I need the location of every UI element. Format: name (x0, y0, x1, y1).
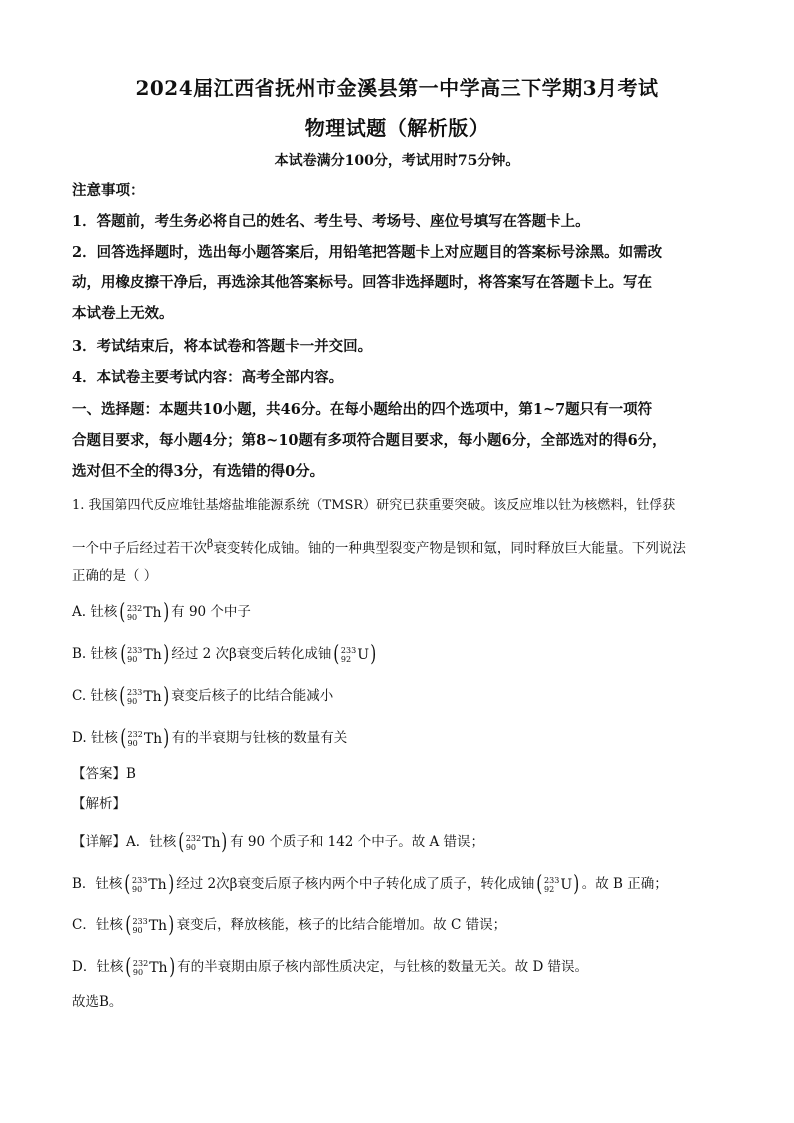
atomic-number: 92 (544, 884, 555, 894)
mass-number: 232 (126, 603, 143, 613)
nuclide-thorium: ( 233 90 Th ) (119, 641, 170, 667)
section-line: 合题目要求，每小题4分；第8~10题有多项符合题目要求，每小题6分，全部选对的得6分， (72, 432, 667, 449)
atomic-number: 92 (340, 654, 352, 664)
detail-text: 有 90 个质子和 142 个中子。故 A 错误； (230, 834, 485, 850)
detail-line (72, 953, 722, 982)
mass-number: 233 (544, 875, 560, 885)
element-symbol: U (560, 876, 573, 893)
mass-number: 233 (132, 875, 148, 885)
option-text: 经过 2 次β衰变后转化成铀 (171, 646, 332, 662)
option-prefix: C. 钍核 (72, 688, 118, 704)
section-line: 一、选择题：本题共10小题，共46分。在每小题给出的四个选项中，第1~7题只有一项符 (72, 401, 653, 418)
nuclide-thorium: ( 232 90 Th ) (125, 954, 175, 980)
atomic-number: 90 (127, 738, 138, 748)
detail-prefix: B．钍核 (72, 876, 123, 892)
mass-number: 233 (132, 916, 148, 926)
atomic-number: 90 (185, 842, 197, 852)
notice-line: 1．答题前，考生务必将自己的姓名、考生号、考场号、座位号填写在答题卡上。 (72, 213, 590, 230)
nuclide-thorium: ( 233 90 Th ) (125, 912, 175, 938)
detail-line (72, 870, 722, 899)
notice-line: 2．回答选择题时，选出每小题答案后，用铅笔把答题卡上对应题目的答案标号涂黑。如需改 (72, 244, 663, 261)
element-symbol: Th (143, 646, 162, 663)
detail-line (72, 828, 722, 857)
option-text: 衰变后核子的比结合能减小 (171, 688, 334, 704)
notice-line: 本试卷上无效。 (72, 305, 174, 322)
element-symbol: Th (143, 688, 162, 705)
detail-text: 。故 B 正确； (581, 876, 668, 892)
beta-symbol: β (207, 537, 214, 550)
mass-number: 232 (185, 833, 202, 843)
option-c (72, 682, 722, 711)
detail-prefix: C．钍核 (72, 917, 123, 933)
detail-text: 有的半衰期由原子核内部性质决定，与钍核的数量无关。故 D 错误。 (177, 959, 589, 975)
mass-number: 233 (127, 687, 143, 697)
element-symbol: Th (148, 917, 168, 934)
nuclide-uranium: ( 233 92 U ) (333, 641, 377, 667)
detail-line (72, 911, 722, 940)
answer-label: 【答案】B (72, 766, 136, 782)
detail-text: 经过 2次β衰变后原子核内两个中子转化成了质子，转化成铀 (176, 876, 535, 892)
mass-number: 233 (340, 645, 357, 655)
notice-line: 4．本试卷主要考试内容：高考全部内容。 (72, 369, 344, 386)
option-text: 有 90 个中子 (171, 604, 251, 620)
element-symbol: U (357, 646, 370, 663)
question-line: 正确的是（ ） (72, 568, 158, 584)
mass-number: 232 (132, 958, 149, 968)
element-symbol: Th (149, 959, 168, 976)
atomic-number: 90 (132, 925, 143, 935)
question-line (72, 530, 722, 563)
element-symbol: Th (148, 876, 167, 893)
element-symbol: Th (143, 604, 162, 621)
element-symbol: Th (202, 834, 221, 851)
option-d (72, 724, 722, 753)
mass-number: 232 (127, 729, 143, 739)
atomic-number: 90 (127, 654, 138, 664)
question-text: 一个中子后经过若干次 (72, 540, 207, 557)
atomic-number: 90 (126, 612, 138, 622)
detail-prefix: 【详解】A．钍核 (72, 834, 177, 850)
mass-number: 233 (127, 645, 143, 655)
notice-heading: 注意事项： (72, 182, 145, 199)
analysis-label: 【解析】 (72, 796, 126, 812)
nuclide-thorium: ( 232 90 Th ) (120, 725, 170, 751)
section-line: 选对但不全的得3分，有选错的得0分。 (72, 463, 325, 480)
conclusion-line: 故选B。 (72, 994, 123, 1010)
nuclide-thorium: ( 232 90 Th ) (119, 599, 169, 625)
notice-line: 动，用橡皮擦干净后，再选涂其他答案标号。回答非选择题时，将答案写在答题卡上。写在 (72, 274, 652, 291)
doc-title: 2024届江西省抚州市金溪县第一中学高三下学期3月考试 (135, 76, 659, 100)
option-a (72, 598, 722, 627)
nuclide-thorium: ( 233 90 Th ) (124, 871, 174, 897)
detail-prefix: D．钍核 (72, 959, 124, 975)
exam-note: 本试卷满分100分，考试用时75分钟。 (274, 153, 520, 169)
detail-text: 衰变后，释放核能，核子的比结合能增加。故 C 错误； (176, 917, 507, 933)
atomic-number: 90 (132, 884, 143, 894)
atomic-number: 90 (132, 967, 144, 977)
option-prefix: D. 钍核 (72, 730, 118, 746)
nuclide-thorium: ( 232 90 Th ) (178, 829, 228, 855)
question-text: 衰变转化成铀。铀的一种典型裂变产物是钡和氪，同时释放巨大能量。下列说法 (213, 540, 686, 557)
nuclide-thorium: ( 233 90 Th ) (119, 683, 169, 709)
notice-line: 3．考试结束后，将本试卷和答题卡一并交回。 (72, 338, 373, 355)
question-line: 1. 我国第四代反应堆钍基熔盐堆能源系统（TMSR）研究已获重要突破。该反应堆以钍为核燃料，钍俘获 (72, 498, 676, 513)
element-symbol: Th (143, 730, 163, 747)
nuclide-uranium: ( 233 92 U ) (536, 871, 580, 897)
option-text: 有的半衰期与钍核的数量有关 (171, 730, 348, 746)
doc-subtitle: 物理试题（解析版） (304, 116, 490, 140)
option-b (72, 640, 722, 669)
option-prefix: B. 钍核 (72, 646, 118, 662)
option-prefix: A. 钍核 (72, 604, 118, 620)
atomic-number: 90 (127, 696, 138, 706)
